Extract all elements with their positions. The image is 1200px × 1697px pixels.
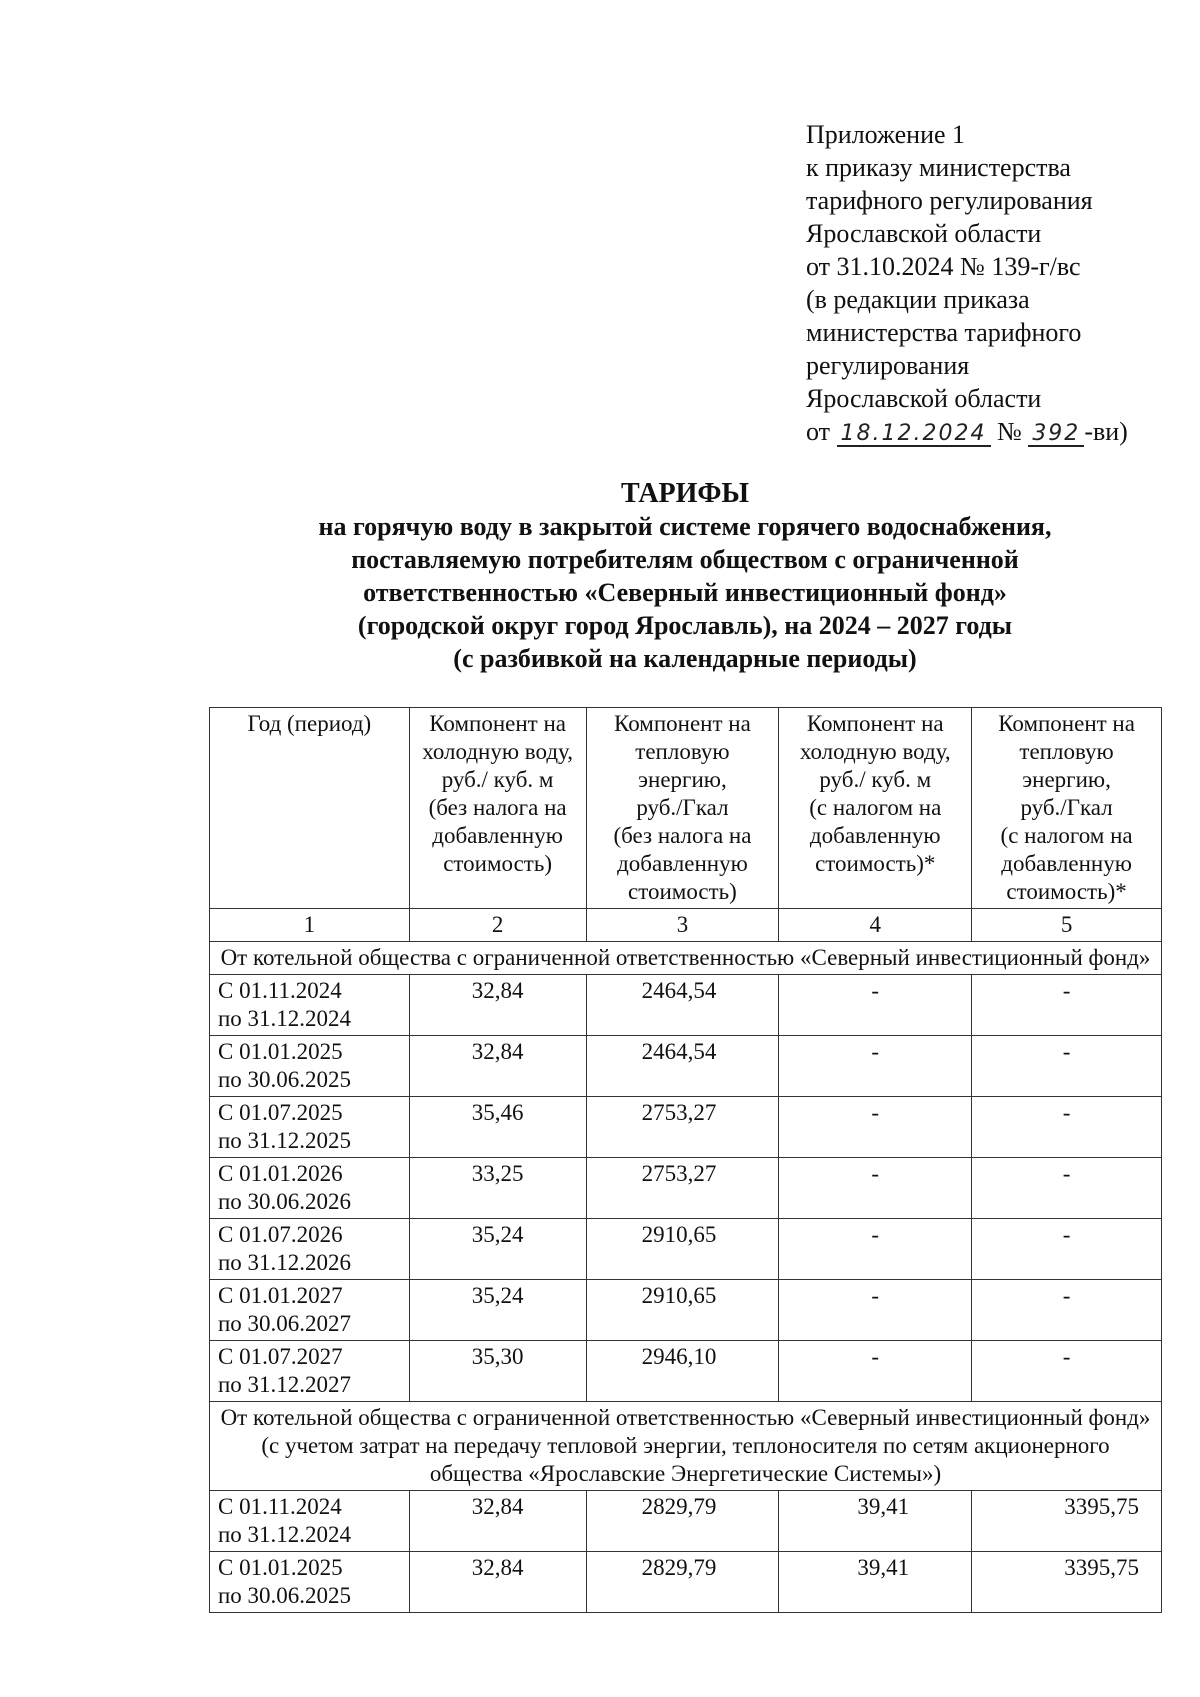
title-line: поставляемую потребителям обществом с ограниченной — [351, 545, 1019, 574]
cold-vat-cell: 39,41 — [779, 1552, 972, 1613]
appendix-line: регулирования — [806, 351, 970, 380]
column-number: 2 — [409, 909, 586, 942]
column-number: 5 — [972, 909, 1162, 942]
appendix-line: Ярославской области — [806, 219, 1042, 248]
table-header-row — [210, 708, 1162, 909]
appendix-line: от 31.10.2024 № 139-г/вс — [806, 252, 1081, 281]
period-cell: С 01.07.2025 по 31.12.2025 — [210, 1097, 410, 1158]
appendix-line: министерства тарифного — [806, 318, 1082, 347]
cold-vat-cell: - — [779, 1158, 972, 1219]
table-row — [210, 1280, 1162, 1341]
period-cell: С 01.01.2025 по 30.06.2025 — [210, 1036, 410, 1097]
header-period: Год (период) — [210, 708, 410, 909]
heat-cell: 2464,54 — [586, 1036, 779, 1097]
cold-cell: 32,84 — [409, 975, 586, 1036]
heat-vat-cell: - — [972, 1341, 1162, 1402]
cold-cell: 35,24 — [409, 1219, 586, 1280]
appendix-line: Приложение 1 — [806, 120, 966, 149]
cold-vat-cell: - — [779, 1280, 972, 1341]
title-main: ТАРИФЫ — [621, 478, 749, 509]
cold-cell: 35,46 — [409, 1097, 586, 1158]
appendix-last-line — [806, 415, 1166, 448]
period-cell: С 01.11.2024 по 31.12.2024 — [210, 975, 410, 1036]
appendix-line: (в редакции приказа — [806, 285, 1030, 314]
cold-vat-cell: - — [779, 1341, 972, 1402]
heat-cell: 2829,79 — [586, 1552, 779, 1613]
period-cell: С 01.07.2026 по 31.12.2026 — [210, 1219, 410, 1280]
cold-cell: 35,24 — [409, 1280, 586, 1341]
handwritten-date: 18.12.2024 — [837, 423, 991, 447]
heat-vat-cell: 3395,75 — [972, 1491, 1162, 1552]
title-line: на горячую воду в закрытой системе горячего водоснабжения, — [318, 512, 1052, 541]
cold-vat-cell: 39,41 — [779, 1491, 972, 1552]
column-number-row — [210, 909, 1162, 942]
heat-cell: 2946,10 — [586, 1341, 779, 1402]
column-number: 1 — [210, 909, 410, 942]
period-cell: С 01.01.2026 по 30.06.2026 — [210, 1158, 410, 1219]
header-heat-vat: Компонент на тепловую энергию, руб./Гкал (с налогом на добавленную стоимость)* — [972, 708, 1162, 909]
period-cell: С 01.07.2027 по 31.12.2027 — [210, 1341, 410, 1402]
appendix-suffix: -ви) — [1084, 417, 1128, 446]
heat-cell: 2829,79 — [586, 1491, 779, 1552]
appendix-line: Ярославской области — [806, 384, 1042, 413]
table-row — [210, 1097, 1162, 1158]
appendix-block — [806, 118, 1166, 448]
tariff-table — [209, 707, 1162, 1613]
cold-vat-cell: - — [779, 1097, 972, 1158]
table-row — [210, 975, 1162, 1036]
heat-vat-cell: 3395,75 — [972, 1552, 1162, 1613]
cold-vat-cell: - — [779, 1219, 972, 1280]
heat-cell: 2464,54 — [586, 975, 779, 1036]
cold-vat-cell: - — [779, 975, 972, 1036]
heat-cell: 2753,27 — [586, 1097, 779, 1158]
section-header-row — [210, 942, 1162, 975]
appendix-number-label: № — [997, 417, 1022, 446]
heat-vat-cell: - — [972, 975, 1162, 1036]
table-row — [210, 1036, 1162, 1097]
appendix-line: тарифного регулирования — [806, 186, 1093, 215]
table-row — [210, 1491, 1162, 1552]
heat-cell: 2753,27 — [586, 1158, 779, 1219]
cold-cell: 32,84 — [409, 1552, 586, 1613]
appendix-from-label: от — [806, 417, 831, 446]
period-cell: С 01.01.2027 по 30.06.2027 — [210, 1280, 410, 1341]
table-row — [210, 1552, 1162, 1613]
header-heat-no-vat: Компонент на тепловую энергию, руб./Гкал (без налога на добавленную стоимость) — [586, 708, 779, 909]
cold-cell: 35,30 — [409, 1341, 586, 1402]
section-header-row — [210, 1402, 1162, 1491]
cold-cell: 33,25 — [409, 1158, 586, 1219]
heat-cell: 2910,65 — [586, 1219, 779, 1280]
table-row — [210, 1158, 1162, 1219]
period-cell: С 01.01.2025 по 30.06.2025 — [210, 1552, 410, 1613]
appendix-line: к приказу министерства — [806, 153, 1071, 182]
title-line: (городской округ город Ярославль), на 2024 – 2027 годы — [357, 611, 1013, 640]
section-title: От котельной общества с ограниченной ответственностью «Северный инвестиционный фонд» (с учетом затрат на передачу тепловой энергии, теплоносителя по сетям акционерного общества «Ярославские Энергетические Системы») — [210, 1402, 1162, 1491]
period-cell: С 01.11.2024 по 31.12.2024 — [210, 1491, 410, 1552]
heat-vat-cell: - — [972, 1158, 1162, 1219]
heat-vat-cell: - — [972, 1097, 1162, 1158]
cold-cell: 32,84 — [409, 1491, 586, 1552]
table-row — [210, 1219, 1162, 1280]
title-line: ответственностью «Северный инвестиционный фонд» — [363, 578, 1007, 607]
handwritten-number: 392 — [1028, 423, 1084, 447]
header-cold-no-vat: Компонент на холодную воду, руб./ куб. м (без налога на добавленную стоимость) — [409, 708, 586, 909]
header-cold-vat: Компонент на холодную воду, руб./ куб. м (с налогом на добавленную стоимость)* — [779, 708, 972, 909]
section-title: От котельной общества с ограниченной ответственностью «Северный инвестиционный фонд» — [210, 942, 1162, 975]
document-title — [160, 477, 1200, 675]
title-line: (с разбивкой на календарные периоды) — [453, 644, 917, 673]
heat-vat-cell: - — [972, 1036, 1162, 1097]
heat-vat-cell: - — [972, 1219, 1162, 1280]
heat-vat-cell: - — [972, 1280, 1162, 1341]
cold-cell: 32,84 — [409, 1036, 586, 1097]
column-number: 4 — [779, 909, 972, 942]
cold-vat-cell: - — [779, 1036, 972, 1097]
table-row — [210, 1341, 1162, 1402]
column-number: 3 — [586, 909, 779, 942]
heat-cell: 2910,65 — [586, 1280, 779, 1341]
